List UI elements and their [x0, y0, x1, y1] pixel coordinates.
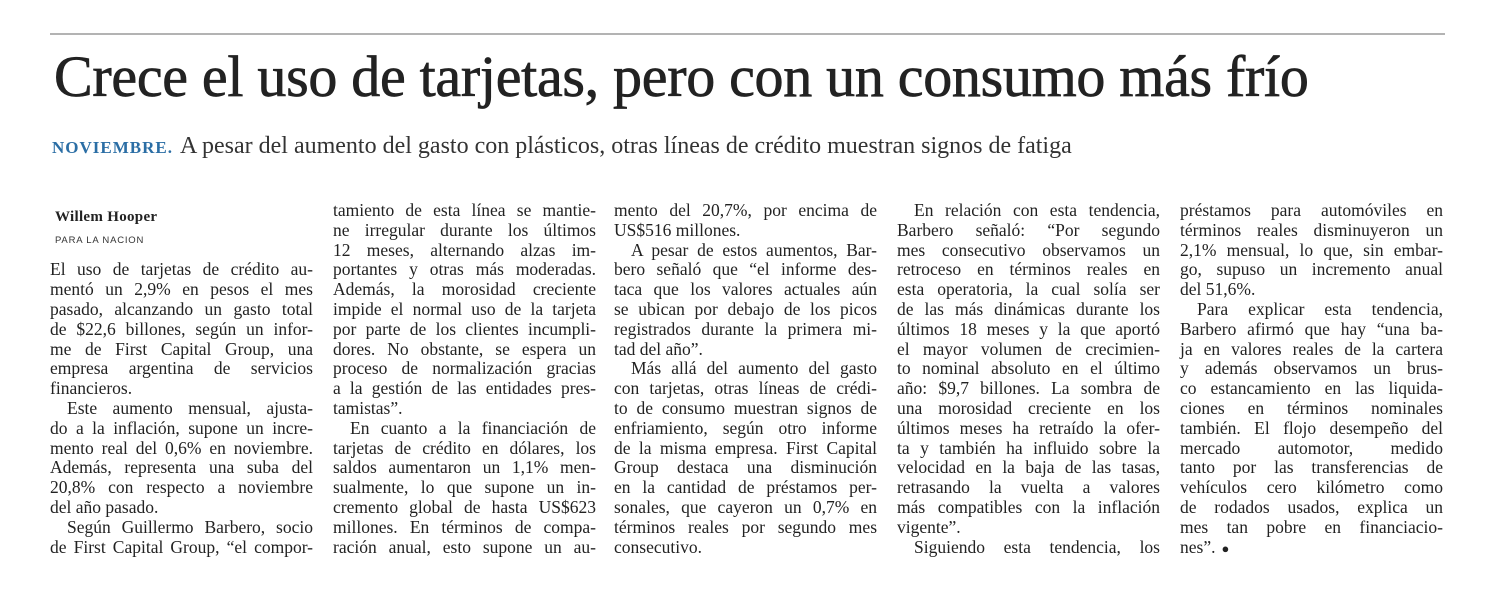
text-line [1180, 221, 1443, 241]
text-line [614, 359, 877, 379]
article-column-2 [333, 201, 596, 557]
text-line-content: bero señaló que “el informe des- [614, 259, 877, 280]
text-line [897, 439, 1160, 459]
text-line [50, 498, 313, 518]
text-line [1180, 478, 1443, 498]
text-line-content: proceso de normalización gracias [333, 358, 596, 379]
text-line-content: to de consumo muestran signos de [614, 397, 877, 418]
text-line [333, 458, 596, 478]
text-line [333, 201, 596, 221]
text-line-content: de la misma empresa. First Capital [614, 437, 877, 458]
text-line [1180, 518, 1443, 538]
text-line [614, 201, 877, 221]
paragraph [614, 359, 877, 557]
text-line-content: 20,8% con respecto a noviembre [50, 477, 313, 498]
text-line [1180, 300, 1443, 320]
text-line-content: financieros. [50, 378, 133, 399]
kicker: NOVIEMBRE. [52, 138, 173, 157]
text-line [333, 538, 596, 558]
text-line [1180, 419, 1443, 439]
text-line-content: Para explicar esta tendencia, [1197, 298, 1443, 319]
text-line [333, 518, 596, 538]
text-line-content: mentó un 2,9% en pesos el mes [50, 279, 313, 300]
deck [52, 131, 1072, 163]
text-line-content: Este aumento mensual, ajusta- [67, 397, 313, 418]
paragraph [333, 201, 596, 419]
text-line [614, 221, 877, 241]
text-line-content: mes consecutivo observamos un [897, 239, 1160, 260]
text-line [50, 359, 313, 379]
text-line [333, 439, 596, 459]
article-column-3 [614, 201, 877, 557]
paragraph [50, 399, 313, 518]
text-line [333, 359, 596, 379]
text-line [897, 340, 1160, 360]
text-line-content: consecutivo. [614, 536, 702, 557]
text-line-content: Más allá del aumento del gasto [631, 358, 877, 379]
text-line [50, 260, 313, 280]
text-line-content: ne irregular durante los últimos [333, 219, 596, 240]
text-line [50, 379, 313, 399]
text-line [1180, 320, 1443, 340]
text-line [333, 419, 596, 439]
text-line [614, 241, 877, 261]
article-column-5 [1180, 201, 1443, 557]
text-line-content: sonales, que cayeron un 0,7% en [614, 496, 877, 517]
text-line-content: tarjetas de crédito en dólares, los [333, 437, 596, 458]
text-line-content: mento real del 0,6% en noviembre. [50, 437, 313, 458]
text-line [614, 340, 877, 360]
paragraph [614, 241, 877, 360]
text-line-content: con tarjetas, otras líneas de crédi- [614, 378, 877, 399]
end-of-article-mark: ● [1221, 540, 1230, 556]
text-line-content: se ubican por debajo de los picos [614, 298, 877, 319]
text-line [1180, 399, 1443, 419]
text-line [333, 300, 596, 320]
text-line [897, 498, 1160, 518]
text-line-content: del 51,6%. [1180, 279, 1256, 300]
text-line [614, 419, 877, 439]
text-line-content: 12 meses, alternando alzas im- [333, 239, 596, 260]
text-line-content: taca que los valores actuales aún [614, 279, 877, 300]
text-line [614, 260, 877, 280]
text-line [50, 419, 313, 439]
text-line [333, 340, 596, 360]
text-line [50, 280, 313, 300]
article-column-1 [50, 201, 313, 557]
text-line-content: retrasando la vuelta a valores [897, 477, 1160, 498]
text-line-content: a la gestión de las entidades pres- [333, 378, 596, 399]
article-column-4 [897, 201, 1160, 557]
text-line [614, 280, 877, 300]
text-line [333, 498, 596, 518]
text-line-content: año: $9,7 billones. La sombra de [897, 378, 1160, 399]
column-body [614, 201, 877, 557]
text-line [897, 260, 1160, 280]
text-line-content: ta y también ha influido sobre la [897, 437, 1160, 458]
text-line [614, 538, 877, 558]
text-line-content: tanto por las transferencias de [1180, 457, 1443, 478]
text-line-content: Además, la morosidad creciente [333, 279, 596, 300]
text-line-content: ciones en términos nominales [1180, 397, 1443, 418]
text-line-content: sualmente, lo que supone un in- [333, 477, 596, 498]
text-line [614, 379, 877, 399]
text-line-content: y además observamos un brus- [1180, 358, 1443, 379]
text-line-content: dores. No obstante, se espera un [333, 338, 596, 359]
text-line-content: de las más dinámicas durante los [897, 298, 1160, 319]
author-name: Willem Hooper [55, 209, 158, 225]
text-line [1180, 280, 1443, 300]
paragraph [1180, 300, 1443, 557]
text-line-content: mercado automotor, medido [1180, 437, 1443, 458]
text-line [1180, 340, 1443, 360]
text-line-content: Group destaca una disminución [614, 457, 877, 478]
top-rule [50, 33, 1445, 35]
text-line [897, 399, 1160, 419]
text-line-content: vehículos cero kilómetro como [1180, 477, 1443, 498]
text-line-content: últimos 18 meses y la que aportó [897, 318, 1160, 339]
text-line-content: por parte de los clientes incumpli- [333, 318, 596, 339]
text-line-content: ja en valores reales de la cartera [1180, 338, 1443, 359]
text-line-content: mes tan pobre en financiacio- [1180, 516, 1443, 537]
text-line [1180, 439, 1443, 459]
text-line-content: tamiento de esta línea se mantie- [333, 200, 596, 220]
text-line-content: saldos aumentaron un 1,1% men- [333, 457, 596, 478]
text-line-content: de rodados usados, explica un [1180, 496, 1443, 517]
text-line-content: me de First Capital Group, una [50, 338, 313, 359]
text-line-content: retroceso en términos reales en [897, 259, 1160, 280]
text-line [333, 221, 596, 241]
text-line [897, 359, 1160, 379]
text-line-content: enfriamiento, según otro informe [614, 417, 877, 438]
text-line [50, 478, 313, 498]
paragraph [897, 201, 1160, 538]
text-line [614, 498, 877, 518]
text-line-content: últimos meses ha retraído la ofer- [897, 417, 1160, 438]
text-line [50, 340, 313, 360]
text-line-content: cremento global de hasta US$623 [333, 496, 596, 517]
text-line [333, 379, 596, 399]
text-line [1180, 379, 1443, 399]
text-line-content: En cuanto a la financiación de [350, 417, 596, 438]
text-line-content: impide el normal uso de la tarjeta [333, 298, 596, 319]
text-line [333, 280, 596, 300]
text-line [897, 518, 1160, 538]
text-line-content: el mayor volumen de crecimien- [897, 338, 1160, 359]
text-line-content: vigente”. [897, 516, 961, 537]
text-line-content: ración anual, esto supone un au- [333, 536, 596, 557]
text-line [614, 320, 877, 340]
text-line [50, 399, 313, 419]
deck-text: A pesar del aumento del gasto con plásticos, otras líneas de crédito muestran signos de fatiga [179, 133, 1072, 159]
text-line-content: del año pasado. [50, 496, 159, 517]
text-line [333, 241, 596, 261]
text-line-content: 2,1% mensual, lo que, sin embar- [1180, 239, 1443, 260]
paragraph [333, 419, 596, 558]
text-line [50, 320, 313, 340]
text-line [50, 458, 313, 478]
text-line-content: pasado, alcanzando un gasto total [50, 298, 313, 319]
text-line [333, 260, 596, 280]
text-line [614, 458, 877, 478]
text-line [1180, 498, 1443, 518]
text-line [1180, 359, 1443, 379]
text-line [1180, 538, 1443, 558]
text-line [50, 439, 313, 459]
text-line-content: préstamos para automóviles en [1180, 200, 1443, 220]
text-line [1180, 241, 1443, 261]
text-line [614, 399, 877, 419]
text-line [614, 300, 877, 320]
column-body [1180, 201, 1443, 557]
text-line-content: co estancamiento en las liquida- [1180, 378, 1443, 399]
text-line [897, 300, 1160, 320]
text-line [897, 241, 1160, 261]
text-line [897, 419, 1160, 439]
text-line [50, 518, 313, 538]
text-line-content: de First Capital Group, “el compor- [50, 536, 313, 557]
text-line [1180, 458, 1443, 478]
text-line-content: go, supuso un incremento anual [1180, 259, 1443, 280]
text-line [1180, 201, 1443, 221]
text-line [897, 379, 1160, 399]
text-line-content: también. El flojo desempeño del [1180, 417, 1443, 438]
headline: Crece el uso de tarjetas, pero con un consumo más frío [54, 44, 1309, 109]
text-line-content: esta operatoria, la cual solía ser [897, 279, 1160, 300]
text-line-content: tad del año”. [614, 338, 703, 359]
author-source: PARA LA NACION [55, 235, 145, 246]
text-line-content: más compatibles con la inflación [897, 496, 1160, 517]
text-line [897, 458, 1160, 478]
text-line-content: Además, representa una suba del [50, 457, 313, 478]
text-line [897, 280, 1160, 300]
text-line [897, 478, 1160, 498]
text-line-content: tamistas”. [333, 397, 403, 418]
text-line [897, 221, 1160, 241]
text-line [333, 478, 596, 498]
text-line [614, 439, 877, 459]
paragraph [1180, 201, 1443, 300]
text-line-content: El uso de tarjetas de crédito au- [50, 259, 313, 280]
text-line [897, 538, 1160, 558]
text-line [614, 518, 877, 538]
text-line-content: Barbero señaló: “Por segundo [897, 219, 1160, 240]
text-line-content: A pesar de estos aumentos, Bar- [631, 239, 877, 260]
text-line-content: En relación con esta tendencia, [914, 200, 1160, 220]
text-line-content: términos reales por segundo mes [614, 516, 877, 537]
text-line [333, 399, 596, 419]
text-line [1180, 260, 1443, 280]
text-line [897, 320, 1160, 340]
text-line-content: Según Guillermo Barbero, socio [67, 516, 313, 537]
text-line-content: portantes y otras más moderadas. [333, 259, 596, 280]
text-line-content: millones. En términos de compa- [333, 516, 596, 537]
text-line-content: US$516 millones. [614, 219, 741, 240]
text-line-content: de $22,6 billones, según un infor- [50, 318, 313, 339]
text-line-content: do a la inflación, supone un incre- [50, 417, 313, 438]
text-line-content: velocidad en la baja de las tasas, [897, 457, 1160, 478]
text-line-content: en la cantidad de préstamos per- [614, 477, 877, 498]
column-body [50, 260, 313, 557]
column-body [333, 201, 596, 557]
text-line [50, 538, 313, 558]
column-body [897, 201, 1160, 557]
text-line-content: nes”. [1180, 536, 1216, 557]
text-line [333, 320, 596, 340]
paragraph [50, 260, 313, 399]
paragraph [614, 201, 877, 241]
text-line-content: Siguiendo esta tendencia, los [914, 536, 1160, 557]
text-line-content: registrados durante la primera mi- [614, 318, 877, 339]
text-line-content: Barbero afirmó que hay “una ba- [1180, 318, 1443, 339]
text-line-content: una morosidad creciente en los [897, 397, 1160, 418]
text-line-content: mento del 20,7%, por encima de [614, 200, 877, 220]
byline [50, 201, 313, 260]
text-line [614, 478, 877, 498]
text-line-content: empresa argentina de servicios [50, 358, 313, 379]
text-line-content: términos reales disminuyeron un [1180, 219, 1443, 240]
paragraph [50, 518, 313, 558]
paragraph [897, 538, 1160, 558]
text-line-content: to nominal absoluto en el último [897, 358, 1160, 379]
text-line [897, 201, 1160, 221]
text-line [50, 300, 313, 320]
